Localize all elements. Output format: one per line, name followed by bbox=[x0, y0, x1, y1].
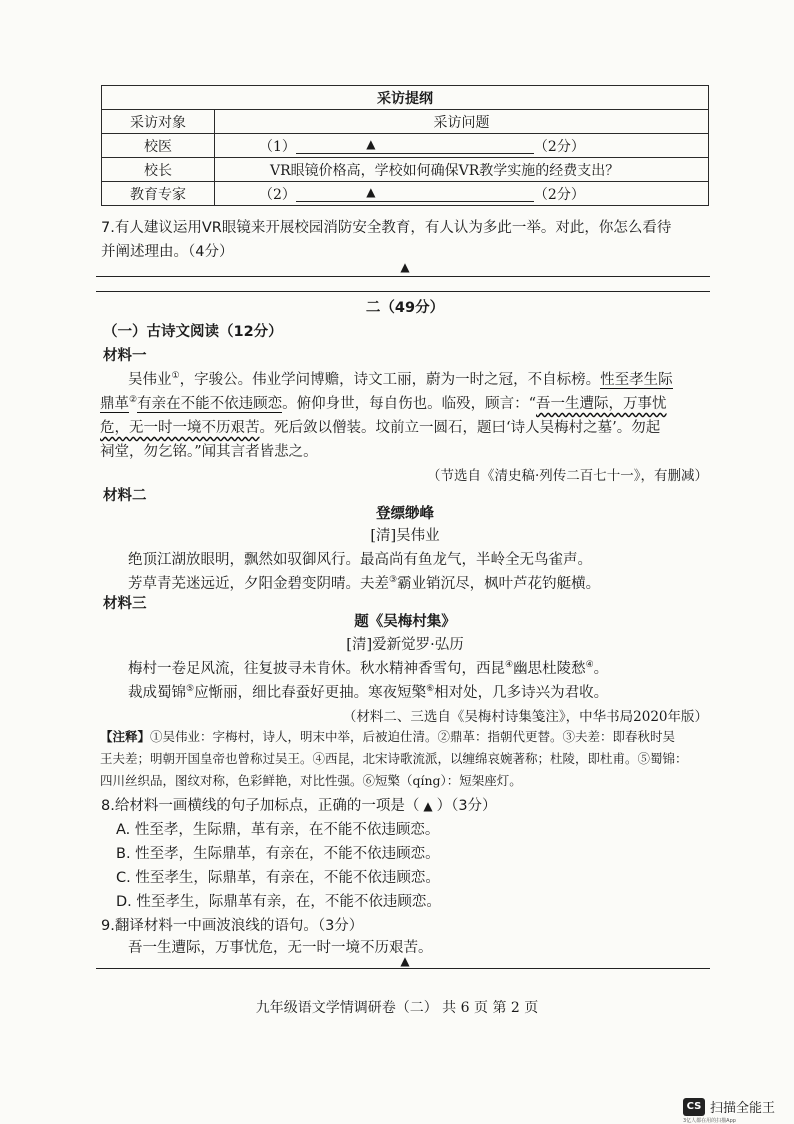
note-ref: ① bbox=[171, 371, 180, 382]
table-header-row bbox=[102, 110, 709, 134]
poem-text: 芳草青芜迷远近，夕阳金碧变阴晴。夫差 bbox=[128, 576, 389, 592]
note-ref: ④ bbox=[585, 660, 594, 671]
q7-answer-marker: ▲ bbox=[400, 260, 410, 274]
underlined-sentence: 鼎革 bbox=[100, 396, 129, 412]
note-ref: ⑤ bbox=[186, 684, 195, 695]
notes-line1 bbox=[100, 727, 675, 745]
underlined-sentence: 有亲在不能不依违顾恋 bbox=[137, 396, 283, 412]
notes-line2: 王夫差；明朝开国皇帝也曾称过吴王。④西昆，北宋诗歌流派，以缠绵哀婉著称；杜陵，即杜甫。⑤蜀锦： bbox=[100, 751, 688, 766]
q9-sentence: 吾一生遭际，万事忧危，无一时一境不历艰苦。 bbox=[128, 940, 433, 956]
underlined-sentence: 性至孝生际 bbox=[600, 372, 673, 388]
answer-marker: ▲ bbox=[366, 185, 376, 199]
q8-option-a[interactable]: A. 性至孝，生际鼎，革有亲，在不能不依违顾恋。 bbox=[116, 822, 440, 838]
q9-answer-marker: ▲ bbox=[400, 954, 410, 968]
row-target: 校长 bbox=[102, 158, 215, 182]
section2-title: 二（49分） bbox=[365, 300, 445, 316]
material2-label: 材料二 bbox=[103, 488, 147, 504]
row-target: 校医 bbox=[102, 134, 215, 158]
answer-blank-ext[interactable] bbox=[444, 187, 534, 202]
m1-text: 。俯仰身世，每自伤也。临殁，顾言：“ bbox=[282, 396, 536, 412]
header-question: 采访问题 bbox=[215, 110, 709, 134]
page-footer: 九年级语文学情调研卷（二） 共 6 页 第 2 页 bbox=[255, 1000, 539, 1016]
answer-blank[interactable] bbox=[296, 187, 446, 202]
poem3-line1 bbox=[128, 657, 608, 678]
table-title-row bbox=[102, 86, 709, 110]
wavy-sentence: 吾一生遭际，万事忧 bbox=[536, 396, 667, 412]
notes-label: 【注释】 bbox=[100, 729, 151, 744]
material1-line2 bbox=[100, 392, 667, 413]
poem3-author: [清]爱新觉罗·弘历 bbox=[346, 637, 464, 653]
poem2-author: [清]吴伟业 bbox=[370, 528, 440, 544]
material1-line1 bbox=[128, 368, 673, 389]
poem3-line2 bbox=[128, 681, 608, 702]
q8-answer-marker[interactable]: ▲ bbox=[423, 799, 433, 813]
poem-text: 裁成蜀锦 bbox=[128, 685, 186, 701]
q8-stem-end: ）（3分） bbox=[436, 798, 497, 814]
material1-source: （节选自《清史稿·列传二百七十一》，有删减） bbox=[426, 468, 708, 484]
answer-marker: ▲ bbox=[366, 137, 376, 151]
row-score: （2分） bbox=[533, 186, 585, 203]
poem-text: 应惭丽，细比春蚕好更抽。寒夜短檠 bbox=[194, 685, 427, 701]
q8-stem-text: 8.给材料一画横线的句子加标点，正确的一项是（ bbox=[101, 798, 420, 814]
poem-text: 。 bbox=[593, 661, 609, 677]
material1-label: 材料一 bbox=[103, 348, 147, 364]
notes-text: ①吴伟业：字梅村，诗人，明末中举，后被迫仕清。②鼎革：指朝代更替。③夫差：即春秋时吴 bbox=[150, 729, 676, 744]
scanner-logo-icon: CS bbox=[683, 1098, 705, 1116]
material1-line4: 祠堂，勿乞铭。”闻其言者皆悲之。 bbox=[100, 444, 318, 460]
table-title: 采访提纲 bbox=[102, 86, 709, 110]
row-prefix: （2） bbox=[259, 186, 296, 203]
q8-option-b[interactable]: B. 性至孝，生际鼎革，有亲在，不能不依违顾恋。 bbox=[116, 846, 440, 862]
m1-text: 。死后敛以僧装。坟前立一圆石，题曰‘诗人吴梅村之墓’。勿起 bbox=[259, 420, 661, 436]
answer-line[interactable] bbox=[96, 276, 710, 277]
poem2-line1: 绝顶江湖放眼明，飘然如驭御风行。最高尚有鱼龙气，半岭全无鸟雀声。 bbox=[128, 552, 592, 568]
q7-line1: 7.有人建议运用VR眼镜来开展校园消防安全教育，有人认为多此一举。对此，你怎么看待 bbox=[101, 220, 672, 236]
answer-blank[interactable] bbox=[296, 139, 446, 154]
scanner-tagline: 3亿人都在用的扫描App bbox=[683, 1118, 736, 1124]
poem-text: 霸业销沉尽，枫叶芦花钓艇横。 bbox=[397, 576, 601, 592]
poem2-title: 登缥缈峰 bbox=[376, 506, 434, 522]
row-question bbox=[215, 134, 709, 158]
note-ref: ③ bbox=[389, 575, 398, 586]
table-row bbox=[102, 134, 709, 158]
row-question bbox=[215, 182, 709, 206]
subsection-title: （一）古诗文阅读（12分） bbox=[103, 324, 283, 340]
poem2-line2 bbox=[128, 572, 600, 593]
poem-text: 幽思杜陵愁 bbox=[513, 661, 586, 677]
poem3-title: 题《吴梅村集》 bbox=[354, 614, 456, 630]
table-row bbox=[102, 158, 709, 182]
scanner-brand: 扫描全能王 bbox=[710, 1101, 776, 1116]
answer-blank-ext[interactable] bbox=[444, 139, 534, 154]
note-ref: ② bbox=[129, 395, 138, 406]
material1-line3 bbox=[100, 416, 660, 437]
row-question: VR眼镜价格高，学校如何确保VR教学实施的经费支出？ bbox=[215, 158, 709, 182]
row-prefix: （1） bbox=[259, 138, 296, 155]
note-ref: ④ bbox=[505, 660, 514, 671]
table-row bbox=[102, 182, 709, 206]
row-target: 教育专家 bbox=[102, 182, 215, 206]
poem-text: 梅村一卷足风流，往复披寻未肯休。秋水精神香雪句，西昆 bbox=[128, 661, 505, 677]
q8-option-d[interactable]: D. 性至孝生，际鼎革有亲，在，不能不依违顾恋。 bbox=[116, 894, 441, 910]
q8-option-c[interactable]: C. 性至孝生，际鼎革，有亲在，不能不依违顾恋。 bbox=[116, 870, 440, 886]
answer-line[interactable] bbox=[96, 968, 710, 969]
note-ref: ⑥ bbox=[426, 684, 435, 695]
notes-line3: 四川丝织品，图纹对称，色彩鲜艳，对比性强。⑥短檠（qíng）：短架座灯。 bbox=[100, 773, 522, 788]
interview-outline-table bbox=[101, 85, 709, 206]
q7-line2: 并阐述理由。（4分） bbox=[101, 244, 234, 260]
q9-stem: 9.翻译材料一中画波浪线的语句。（3分） bbox=[101, 918, 364, 934]
m1-text: 吴伟业 bbox=[128, 372, 172, 388]
row-score: （2分） bbox=[533, 138, 585, 155]
material3-label: 材料三 bbox=[103, 596, 147, 612]
wavy-sentence: 危，无一时一境不历艰苦 bbox=[100, 420, 260, 436]
material3-source: （材料二、三选自《吴梅村诗集笺注》，中华书局2020年版） bbox=[342, 709, 708, 725]
header-target: 采访对象 bbox=[102, 110, 215, 134]
m1-text: ，字骏公。伟业学问博赡，诗文工丽，蔚为一时之冠，不自标榜。 bbox=[179, 372, 601, 388]
scanner-watermark bbox=[683, 1097, 775, 1116]
section-divider bbox=[96, 291, 710, 292]
q8-stem bbox=[101, 794, 497, 815]
poem-text: 相对处，几多诗兴为君收。 bbox=[434, 685, 609, 701]
